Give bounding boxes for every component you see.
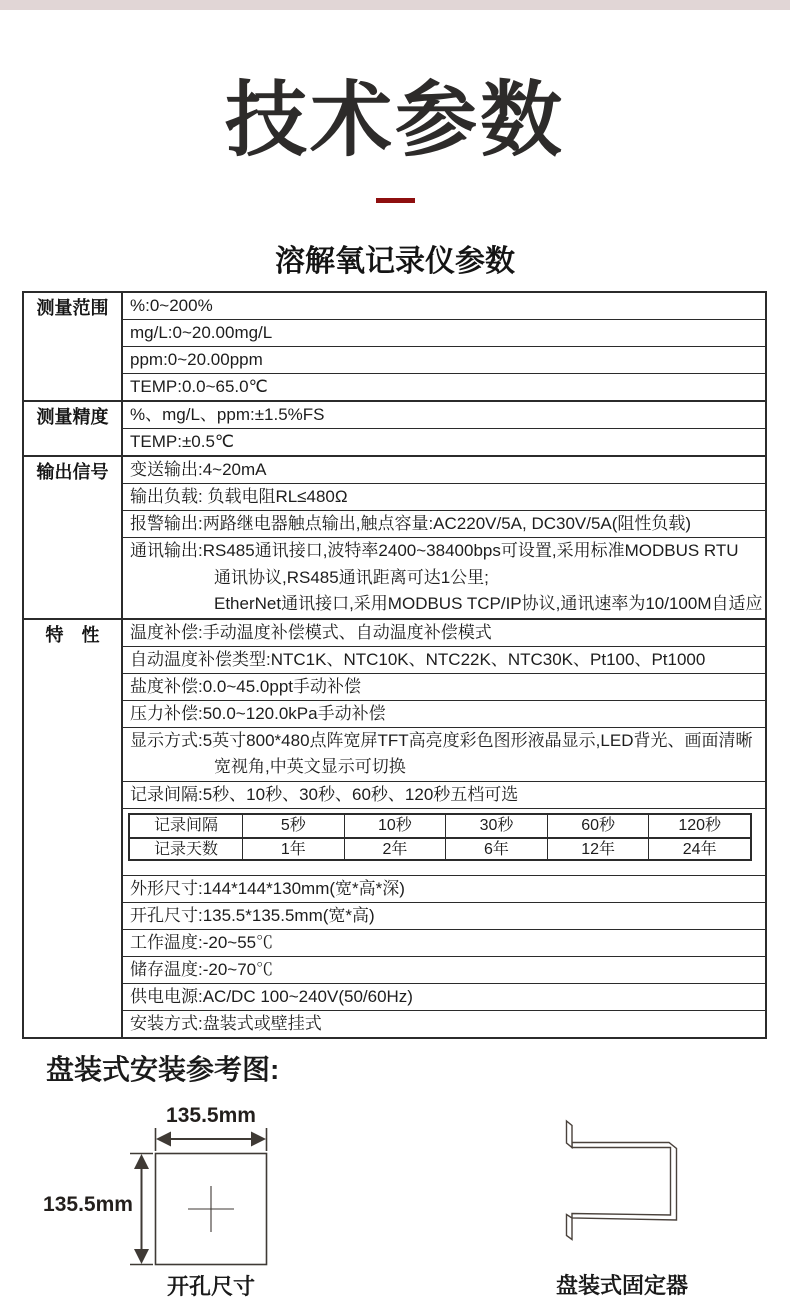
table-row: TEMP:±0.5℃ <box>123 428 765 455</box>
title-divider-dash <box>376 198 415 203</box>
table-row: 报警输出:两路继电器触点输出,触点容量:AC220V/5A, DC30V/5A(阻性负载) <box>123 510 765 537</box>
table-row: TEMP:0.0~65.0℃ <box>123 373 765 400</box>
record-table-cell: 2年 <box>344 837 446 859</box>
table-row: ppm:0~20.00ppm <box>123 346 765 373</box>
table-row: 储存温度:-20~70℃ <box>123 956 765 983</box>
table-row: %:0~200% <box>130 296 213 315</box>
table-row: 开孔尺寸:135.5*135.5mm(宽*高) <box>123 902 765 929</box>
table-row: %、mg/L、ppm:±1.5%FS <box>130 405 325 424</box>
section-label: 特 性 <box>24 620 123 1037</box>
table-row: 外形尺寸:144*144*130mm(宽*高*深) <box>123 875 765 902</box>
spec-table <box>22 291 767 1039</box>
table-row: 工作温度:-20~55℃ <box>123 929 765 956</box>
table-row: mg/L:0~20.00mg/L <box>123 319 765 346</box>
record-interval-table <box>128 813 752 861</box>
bracket-caption: 盘装式固定器 <box>555 1273 688 1298</box>
section-label: 测量精度 <box>24 402 123 455</box>
section-output-signal <box>24 455 765 618</box>
record-table-cell: 30秒 <box>445 815 547 837</box>
table-row-comm-output: 通讯输出:RS485通讯接口,波特率2400~38400bps可设置,采用标准MODBUS RTU 通讯协议,RS485通讯距离可达1公里; EtherNet通讯接口,采用MODBUS TCP/IP协议,通讯速率为10/100M自适应 <box>123 537 765 618</box>
record-table-cell: 120秒 <box>648 815 750 837</box>
record-interval-table-block <box>123 808 765 875</box>
record-table-cell: 5秒 <box>242 815 344 837</box>
record-table-cell: 10秒 <box>344 815 446 837</box>
cutout-diagram <box>130 1128 267 1265</box>
record-table-cell: 6年 <box>445 837 547 859</box>
table-row: 输出负载: 负载电阻RL≤480Ω <box>123 483 765 510</box>
bracket-diagram <box>567 1121 677 1240</box>
page-subtitle: 溶解氧记录仪参数 <box>275 245 515 278</box>
table-row: 供电电源:AC/DC 100~240V(50/60Hz) <box>123 983 765 1010</box>
table-row: 变送输出:4~20mA <box>130 460 267 479</box>
record-table-header-cell: 记录间隔 <box>153 816 218 834</box>
table-row: 温度补偿:手动温度补偿模式、自动温度补偿模式 <box>130 622 492 642</box>
section-characteristics <box>24 618 765 1037</box>
cutout-width-dimension: 135.5mm <box>166 1104 256 1127</box>
section-label: 输出信号 <box>24 457 123 618</box>
table-row: 安装方式:盘装式或壁挂式 <box>123 1010 765 1037</box>
table-row: 压力补偿:50.0~120.0kPa手动补偿 <box>123 700 765 727</box>
record-table-cell: 24年 <box>648 837 750 859</box>
table-row: 盐度补偿:0.0~45.0ppt手动补偿 <box>123 673 765 700</box>
table-row-display-mode: 显示方式:5英寸800*480点阵宽屏TFT高亮度彩色图形液晶显示,LED背光、画面清晰 宽视角,中英文显示可切换 <box>123 727 765 781</box>
record-table-cell: 12年 <box>547 837 649 859</box>
table-row: 记录间隔:5秒、10秒、30秒、60秒、120秒五档可选 <box>123 781 765 808</box>
record-table-header-cell: 记录天数 <box>130 837 242 859</box>
section-label: 测量范围 <box>24 293 123 400</box>
record-table-cell: 60秒 <box>547 815 649 837</box>
cutout-height-dimension: 135.5mm <box>43 1193 133 1216</box>
section-measure-accuracy <box>24 400 765 455</box>
table-row: 自动温度补偿类型:NTC1K、NTC10K、NTC22K、NTC30K、Pt100、Pt1000 <box>123 646 765 673</box>
cutout-caption: 开孔尺寸 <box>166 1274 255 1299</box>
top-accent-strip <box>0 0 790 10</box>
section-measure-range <box>24 293 765 400</box>
record-table-cell: 1年 <box>242 837 344 859</box>
page-title: 技术参数 <box>224 75 565 166</box>
mount-section-heading: 盘装式安装参考图: <box>46 1054 280 1085</box>
